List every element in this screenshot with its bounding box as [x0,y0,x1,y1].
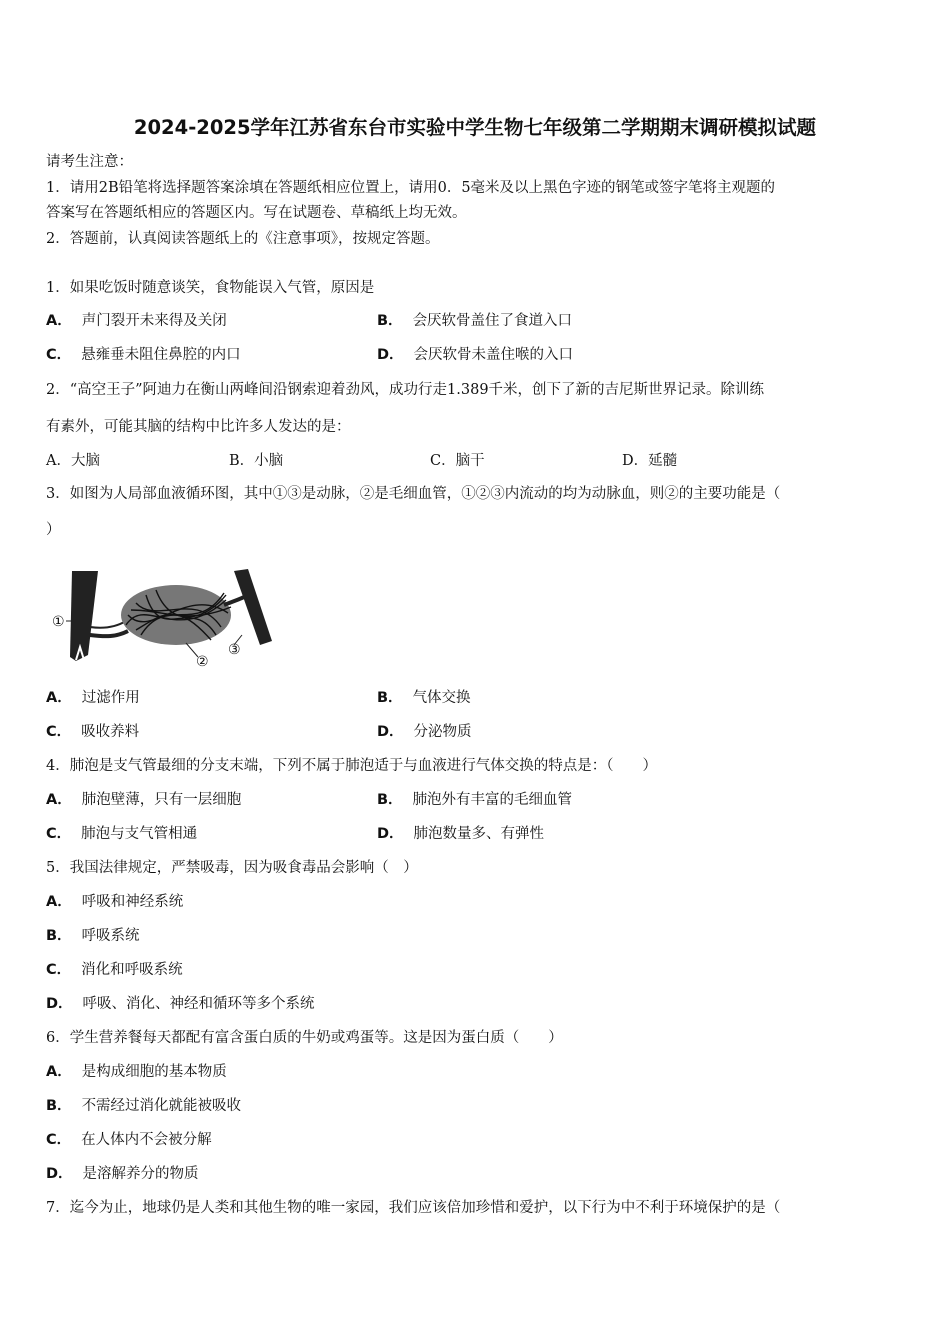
question-4-stem: 4．肺泡是支气管最细的分支末端，下列不属于肺泡适于与血液进行气体交换的特点是：（ ） [46,758,657,774]
question-5-option-d: D． 呼吸、消化、神经和循环等多个系统 [46,996,315,1012]
question-3-option-c: C． 吸收养料 [46,724,140,740]
question-6-option-a: A． 是构成细胞的基本物质 [46,1064,227,1080]
figure-label-1: ① [52,614,65,630]
figure-label-2: ② [196,654,209,670]
figure-label-3: ③ [228,642,241,658]
artery-3-shape [234,569,272,645]
question-5-option-b: B． 呼吸系统 [46,928,140,944]
artery-1-shape [70,571,98,661]
question-4-option-d: D． 肺泡数量多、有弹性 [377,826,545,842]
question-5-stem: 5．我国法律规定，严禁吸毒，因为吸食毒品会影响（ ） [46,860,418,876]
notice-item-1-line-1: 1．请用2B铅笔将选择题答案涂填在答题纸相应位置上，请用0．5毫米及以上黑色字迹的钢笔或签字笔将主观题的 [46,180,776,196]
question-2-stem-line-2: 有素外，可能其脑的结构中比许多人发达的是： [46,419,351,435]
notice-item-2: 2．答题前，认真阅读答题纸上的《注意事项》，按规定答题。 [46,231,440,247]
question-5-option-a: A． 呼吸和神经系统 [46,894,184,910]
question-4-option-b: B． 肺泡外有丰富的毛细血管 [377,792,573,808]
question-3-option-a: A． 过滤作用 [46,690,140,706]
question-5-option-c: C． 消化和呼吸系统 [46,962,183,978]
question-3-stem-line-2: ） [46,522,61,538]
question-4-option-c: C． 肺泡与支气管相通 [46,826,198,842]
question-1-option-c: C． 悬雍垂未阻住鼻腔的内口 [46,347,241,363]
page-title: 2024-2025学年江苏省东台市实验中学生物七年级第二学期期末调研模拟试题 [133,116,817,139]
question-3-stem-line-1: 3．如图为人局部血液循环图，其中①③是动脉，②是毛细血管，①②③内流动的均为动脉血，则②的主要功能是（ [46,486,781,502]
question-2-option-b: B．小脑 [229,453,284,469]
question-7-stem: 7．迄今为止，地球仍是人类和其他生物的唯一家园，我们应该倍加珍惜和爱护，以下行为中不利于环境保护的是（ [46,1200,781,1216]
question-6-stem: 6．学生营养餐每天都配有富含蛋白质的牛奶或鸡蛋等。这是因为蛋白质（ ） [46,1030,563,1046]
question-3-option-b: B． 气体交换 [377,690,471,706]
question-1-stem: 1．如果吃饭时随意谈笑，食物能误入气管，原因是 [46,280,375,296]
question-4-option-a: A． 肺泡壁薄，只有一层细胞 [46,792,242,808]
question-1-option-b: B． 会厌软骨盖住了食道入口 [377,313,573,329]
notice-item-1-line-2: 答案写在答题纸相应的答题区内。写在试题卷、草稿纸上均无效。 [46,205,467,221]
question-6-option-b: B． 不需经过消化就能被吸收 [46,1098,242,1114]
question-1-option-d: D． 会厌软骨未盖住喉的入口 [377,347,574,363]
question-2-option-c: C．脑干 [430,453,485,469]
question-2-option-d: D．延髓 [622,453,678,469]
question-6-option-d: D． 是溶解养分的物质 [46,1166,199,1182]
question-2-option-a: A．大脑 [46,453,100,469]
notice-heading: 请考生注意： [46,154,133,170]
blood-circulation-figure [46,565,276,675]
question-3-option-d: D． 分泌物质 [377,724,472,740]
question-1-option-a: A． 声门裂开未来得及关闭 [46,313,227,329]
question-6-option-c: C． 在人体内不会被分解 [46,1132,212,1148]
question-2-stem-line-1: 2．“高空王子”阿迪力在衡山两峰间沿钢索迎着劲风，成功行走1.389千米，创下了新的吉尼斯世界记录。除训练 [46,382,765,398]
